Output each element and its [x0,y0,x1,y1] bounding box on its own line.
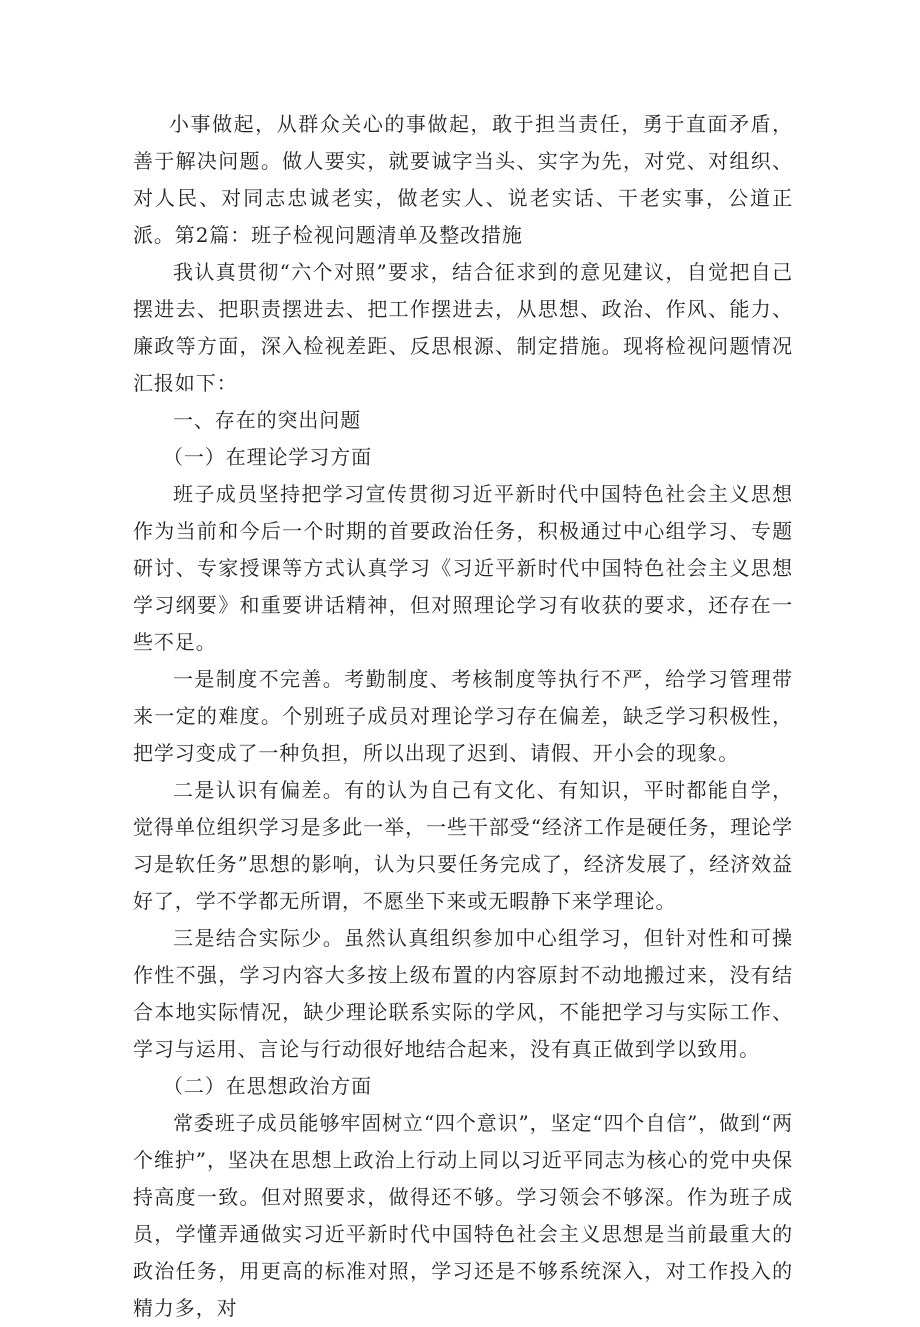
subsection-heading-theory-study: （一）在理论学习方面 [163,445,372,469]
paragraph-opening-statement: 我认真贯彻“六个对照”要求，结合征求到的意见建议，自觉把自己摆进去、把职责摆进去、把工作摆进去，从思想、政治、作风、能力、廉政等方面，深入检视差距、反思根源、制定措施。现将检视问题情况汇报如下： [133,260,793,395]
paragraph-point-two: 二是认识有偏差。有的认为自己有文化、有知识，平时都能自学，觉得单位组织学习是多此一举，一些干部受“经济工作是硬任务，理论学习是软任务”思想的影响，认为只要任务完成了，经济发展了，经济效益好了，学不学都无所谓，不愿坐下来或无暇静下来学理论。 [133,778,793,913]
section-heading-problems: 一、存在的突出问题 [173,408,362,432]
paragraph-ideology-politics: 常委班子成员能够牢固树立“四个意识”，坚定“四个自信”，做到“两个维护”，坚决在思想上政治上行动上同以习近平同志为核心的党中央保持高度一致。但对照要求，做得还不够。学习领会不够深。作为班子成员，学懂弄通做实习近平新时代中国特色社会主义思想是当前最重大的政治任务，用更高的标准对照，学习还是不够系统深入，对工作投入的精力多，对 [133,1111,793,1320]
paragraph-intro-continuation: 小事做起，从群众关心的事做起，敢于担当责任，勇于直面矛盾，善于解决问题。做人要实，就要诚字当头、实字为先，对党、对组织、对人民、对同志忠诚老实，做老实人、说老实话、干老实事，公道正派。第2篇：班子检视问题清单及整改措施 [133,112,793,247]
paragraph-point-one: 一是制度不完善。考勤制度、考核制度等执行不严，给学习管理带来一定的难度。个别班子成员对理论学习存在偏差，缺乏学习积极性，把学习变成了一种负担，所以出现了迟到、请假、开小会的现象。 [133,667,793,765]
paragraph-theory-study-summary: 班子成员坚持把学习宣传贯彻习近平新时代中国特色社会主义思想作为当前和今后一个时期的首要政治任务，积极通过中心组学习、专题研讨、专家授课等方式认真学习《习近平新时代中国特色社会主义思想学习纲要》和重要讲话精神，但对照理论学习有收获的要求，还存在一些不足。 [133,482,793,654]
paragraph-point-three: 三是结合实际少。虽然认真组织参加中心组学习，但针对性和可操作性不强，学习内容大多按上级布置的内容原封不动地搬过来，没有结合本地实际情况，缺少理论联系实际的学风，不能把学习与实际工作、学习与运用、言论与行动很好地结合起来，没有真正做到学以致用。 [133,926,793,1061]
document-body [133,106,793,1327]
subsection-heading-ideology-politics: （二）在思想政治方面 [163,1074,372,1098]
